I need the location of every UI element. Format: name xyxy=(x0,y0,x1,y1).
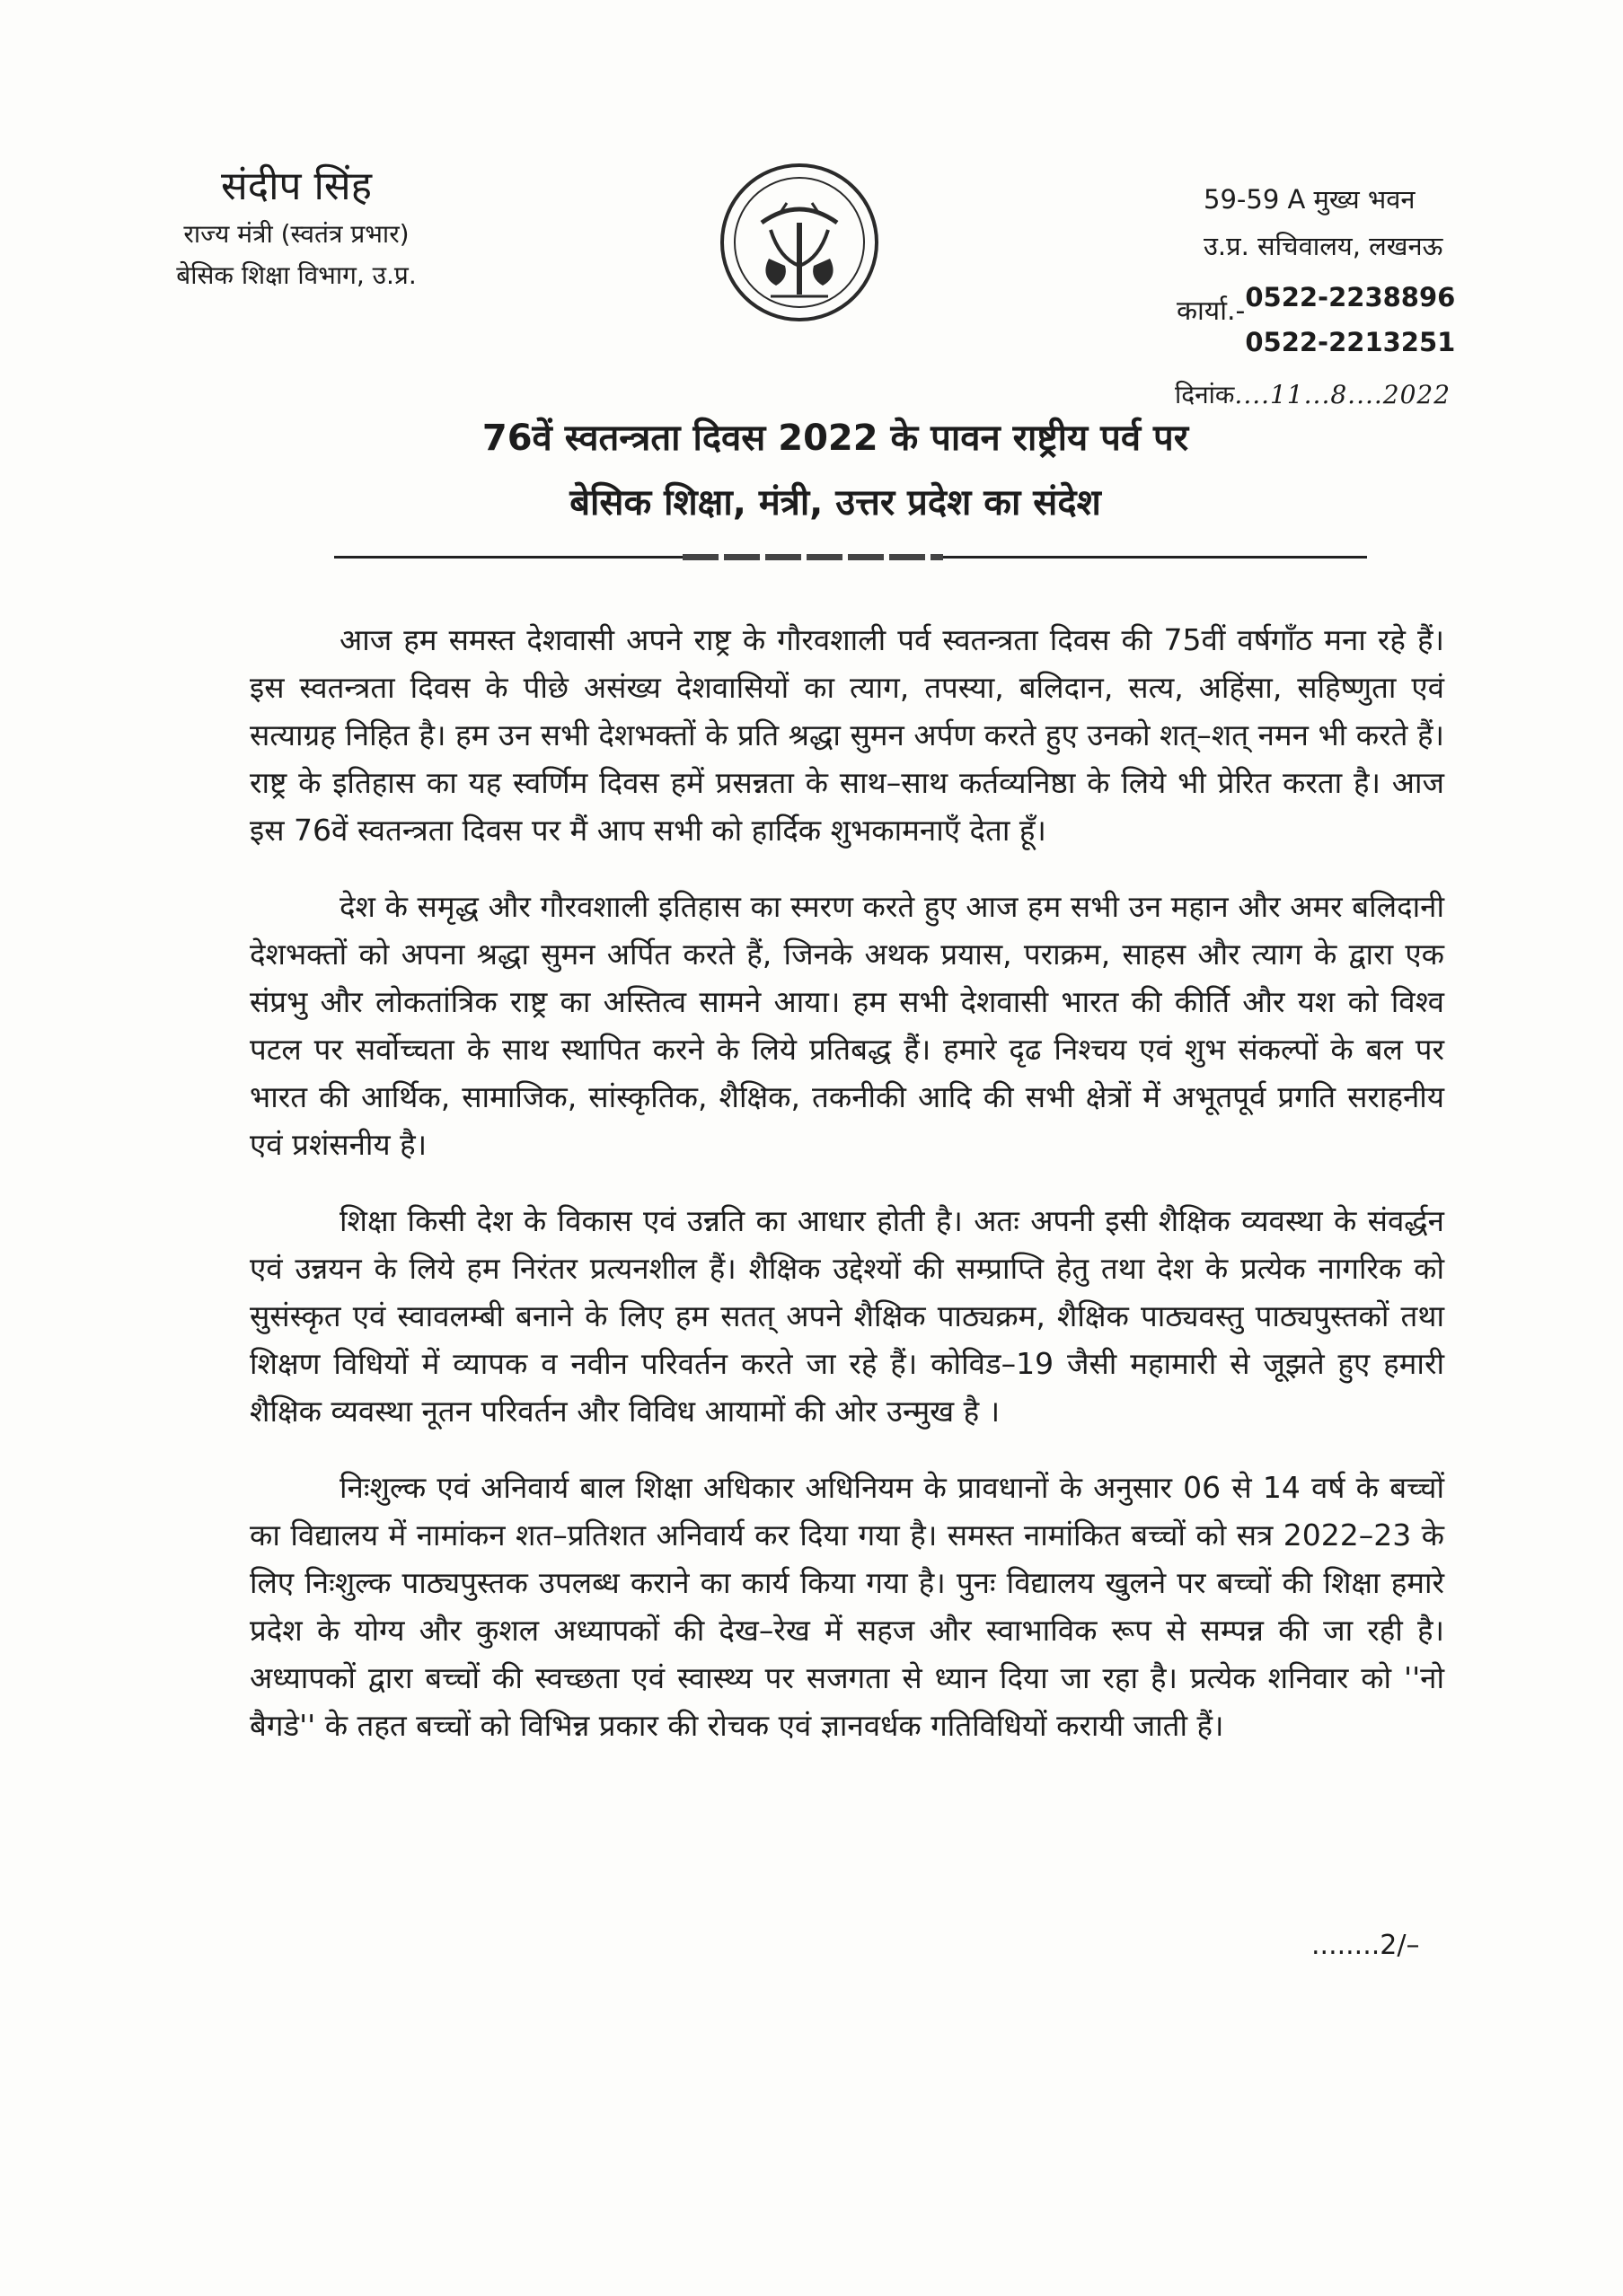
phone-label: कार्या.- xyxy=(1177,295,1246,327)
date-label: दिनांक xyxy=(1175,380,1235,409)
date-value: ....11...8....2022 xyxy=(1234,380,1451,409)
sender-designation: राज्य मंत्री (स्वतंत्र प्रभार) xyxy=(183,219,410,249)
address-block xyxy=(1177,176,1518,365)
divider-ornament xyxy=(683,554,943,560)
phone-number-2: 0522-2213251 xyxy=(1245,327,1456,357)
up-state-emblem-icon xyxy=(717,160,882,325)
page-continuation: ........2/– xyxy=(1311,1930,1420,1961)
heading-line-2: बेसिक शिक्षा, मंत्री, उत्तर प्रदेश का संदेश xyxy=(569,482,1101,523)
address-line-2: उ.प्र. सचिवालय, लखनऊ xyxy=(1204,231,1443,261)
heading-line-1: 76वें स्वतन्त्रता दिवस 2022 के पावन राष्ट्रीय पर्व पर xyxy=(481,418,1189,459)
phone-number-1: 0522-2238896 xyxy=(1245,282,1456,312)
paragraph: निःशुल्क एवं अनिवार्य बाल शिक्षा अधिकार अधिनियम के प्रावधानों के अनुसार 06 से 14 वर्ष के बच्चों का विद्यालय में नामांकन शत–प्रतिशत अनिवार्य कर दिया गया है। समस्त नामांकित बच्चों को सत्र 2022–23 के लिए निःशुल्क पाठ्यपुस्तक उपलब्ध कराने का कार्य किया गया है। पुनः विद्यालय खुलने पर बच्चों की शिक्षा हमारे प्रदेश के योग्य और कुशल अध्यापकों की देख–रेख में सहज और स्वाभाविक रूप से सम्पन्न की जा रही है। अध्यापकों द्वारा बच्चों की स्वच्छता एवं स्वास्थ्य पर सजगता से ध्यान दिया जा रहा है। प्रत्येक शनिवार को ''नो बैगडे'' के तहत बच्चों को विभिन्न प्रकार की रोचक एवं ज्ञानवर्धक गतिविधियों करायी जाती हैं। xyxy=(250,1470,1444,1743)
phone-row xyxy=(1177,275,1518,365)
message-heading xyxy=(323,406,1347,535)
message-body xyxy=(250,616,1444,1778)
paragraph: देश के समृद्ध और गौरवशाली इतिहास का स्मरण करते हुए आज हम सभी उन महान और अमर बलिदानी देशभक्तों को अपना श्रद्धा सुमन अर्पित करते हैं, जिनके अथक प्रयास, पराक्रम, साहस और त्याग के द्वारा एक संप्रभु और लोकतांत्रिक राष्ट्र का अस्तित्व सामने आया। हम सभी देशवासी भारत की कीर्ति और यश को विश्व पटल पर सर्वोच्चता के साथ स्थापित करने के लिये प्रतिबद्ध हैं। हमारे दृढ निश्चय एवं शुभ संकल्पों के बल पर भारत की आर्थिक, सामाजिक, सांस्कृतिक, शैक्षिक, तकनीकी आदि की सभी क्षेत्रों में अभूतपूर्व प्रगति सराहनीय एवं प्रशंसनीय है। xyxy=(250,889,1444,1162)
paragraph: शिक्षा किसी देश के विकास एवं उन्नति का आधार होती है। अतः अपनी इसी शैक्षिक व्यवस्था के संवर्द्धन एवं उन्नयन के लिये हम निरंतर प्रत्यनशील हैं। शैक्षिक उद्देश्यों की सम्प्राप्ति हेतु तथा देश के प्रत्येक नागरिक को सुसंस्कृत एवं स्वावलम्बी बनाने के लिए हम सतत् अपने शैक्षिक पाठ्यक्रम, शैक्षिक पाठ्यवस्तु पाठ्यपुस्तकों तथा शिक्षण विधियों में व्यापक व नवीन परिवर्तन करते जा रहे हैं। कोविड–19 जैसी महामारी से जूझते हुए हमारी शैक्षिक व्यवस्था नूतन परिवर्तन और विविध आयामों की ओर उन्मुख है । xyxy=(250,1203,1444,1429)
address-line-1: 59-59 A मुख्य भवन xyxy=(1204,184,1416,215)
sender-block xyxy=(108,160,485,296)
sender-department: बेसिक शिक्षा विभाग, उ.प्र. xyxy=(176,260,417,290)
paragraph: आज हम समस्त देशवासी अपने राष्ट्र के गौरवशाली पर्व स्वतन्त्रता दिवस की 75वीं वर्षगाँठ मना रहे हैं। इस स्वतन्त्रता दिवस के पीछे असंख्य देशवासियों का त्याग, तपस्या, बलिदान, सत्य, अहिंसा, सहिष्णुता एवं सत्याग्रह निहित है। हम उन सभी देशभक्तों के प्रति श्रद्धा सुमन अर्पण करते हुए उनको शत्–शत् नमन भी करते हैं। राष्ट्र के इतिहास का यह स्वर्णिम दिवस हमें प्रसन्नता के साथ–साथ कर्तव्यनिष्ठा के लिये भी प्रेरित करता है। आज इस 76वें स्वतन्त्रता दिवस पर मैं आप सभी को हार्दिक शुभकामनाएँ देता हूँ। xyxy=(250,622,1444,848)
phone-numbers xyxy=(1245,275,1455,365)
sender-name: संदीप सिंह xyxy=(221,163,372,209)
